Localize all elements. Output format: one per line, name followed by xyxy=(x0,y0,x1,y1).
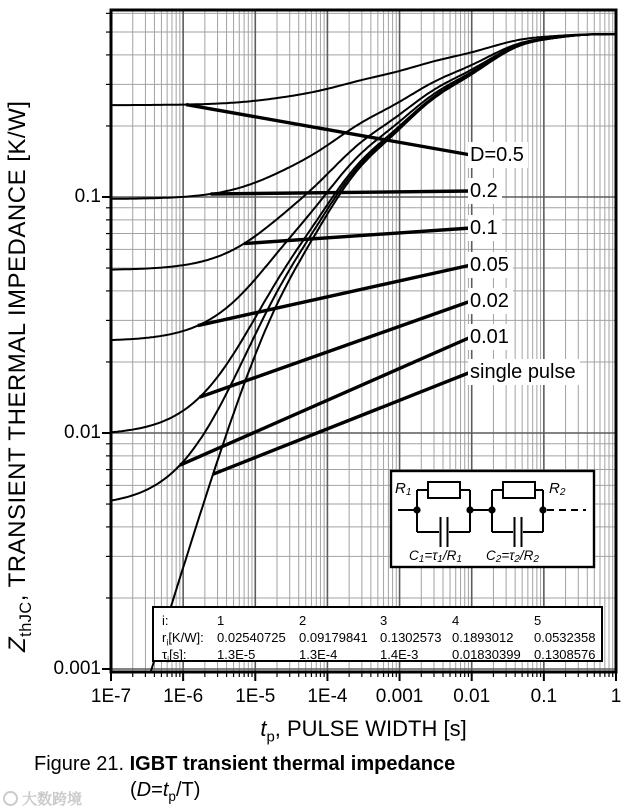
table-cell-r3c5: 0.1308576 xyxy=(534,647,596,662)
x-tick-label-1E-5: 1E-5 xyxy=(235,686,276,707)
table-cell-r1c3: 3 xyxy=(380,613,388,628)
x-tick-label-1E-4: 1E-4 xyxy=(307,686,348,707)
leader-d01 xyxy=(244,228,471,244)
curve-label-d002: 0.02 xyxy=(468,288,513,314)
y-axis-title: $Z_{thJC}$, TRANSIENT THERMAL IMPEDANCE [K/W] xyxy=(4,100,35,652)
table-cell-r1c1: 1 xyxy=(217,613,225,628)
y-tick-label-0.1: 0.1 xyxy=(74,186,101,207)
resistor-r2-symbol xyxy=(503,482,535,498)
label-leader-lines xyxy=(180,105,471,475)
figure-caption-line1: Figure 21. IGBT transient thermal impedance xyxy=(34,753,456,775)
curve-label-d01: 0.1 xyxy=(468,215,502,241)
table-cell-r2c1: 0.02540725 xyxy=(217,630,286,645)
table-cell-r2c3: 0.1302573 xyxy=(380,630,442,645)
leader-d05 xyxy=(186,105,471,155)
table-row-label-i: i: xyxy=(162,613,169,628)
resistor-r2-label: R2 xyxy=(549,480,566,498)
y-tick-label-0.001: 0.001 xyxy=(53,658,101,679)
table-row-label-tau: $\tau_i[s]$: xyxy=(162,647,187,665)
curve-label-d005: 0.05 xyxy=(468,252,513,278)
table-cell-r1c2: 2 xyxy=(299,613,307,628)
x-tick-label-1: 1 xyxy=(610,686,622,707)
table-cell-r2c5: 0.0532358 xyxy=(534,630,596,645)
grid-minor-lines xyxy=(111,10,616,672)
table-cell-r3c1: 1.3E-5 xyxy=(217,647,256,662)
x-tick-label-0.1: 0.1 xyxy=(530,686,558,707)
table-cell-r3c4: 0.01830399 xyxy=(452,647,521,662)
watermark xyxy=(3,788,82,809)
table-cell-r1c5: 5 xyxy=(534,613,542,628)
table-cell-r3c3: 1.4E-3 xyxy=(380,647,419,662)
x-axis-title: $t_p$, PULSE WIDTH [s] xyxy=(260,716,467,746)
table-cell-r3c2: 1.3E-4 xyxy=(299,647,338,662)
y-tick-label-0.01: 0.01 xyxy=(64,422,101,443)
leader-d02 xyxy=(211,191,471,194)
foster-parameters-table xyxy=(152,606,603,665)
watermark-logo-icon xyxy=(3,791,18,806)
x-tick-label-1E-6: 1E-6 xyxy=(163,686,204,707)
table-cell-r1c4: 4 xyxy=(452,613,460,628)
capacitor-c1-formula: C1=τ1/R1 xyxy=(409,548,462,565)
figure-caption xyxy=(34,751,455,810)
curve-label-d001: 0.01 xyxy=(468,324,513,350)
table-cell-r2c2: 0.09179841 xyxy=(299,630,368,645)
rc-network-inset xyxy=(391,471,594,567)
curve-label-d05: D=0.5 xyxy=(468,142,528,168)
resistor-r1-symbol xyxy=(428,482,460,498)
table-cell-r2c4: 0.1893012 xyxy=(452,630,514,645)
table-row-label-r: $r_i[K/W]$: xyxy=(162,630,204,648)
x-tick-label-0.001: 0.001 xyxy=(375,686,424,707)
figure-caption-line2: $(D=t_p/T)$ xyxy=(130,779,201,804)
x-tick-label-1E-7: 1E-7 xyxy=(90,686,132,707)
curve-label-single: single pulse xyxy=(468,359,580,385)
x-tick-label-0.01: 0.01 xyxy=(453,686,491,707)
resistor-r1-label: R1 xyxy=(395,480,412,498)
watermark-text: 大数跨境 xyxy=(22,791,83,808)
capacitor-c2-formula: C2=τ2/R2 xyxy=(486,548,539,565)
curve-label-d02: 0.2 xyxy=(468,178,502,204)
